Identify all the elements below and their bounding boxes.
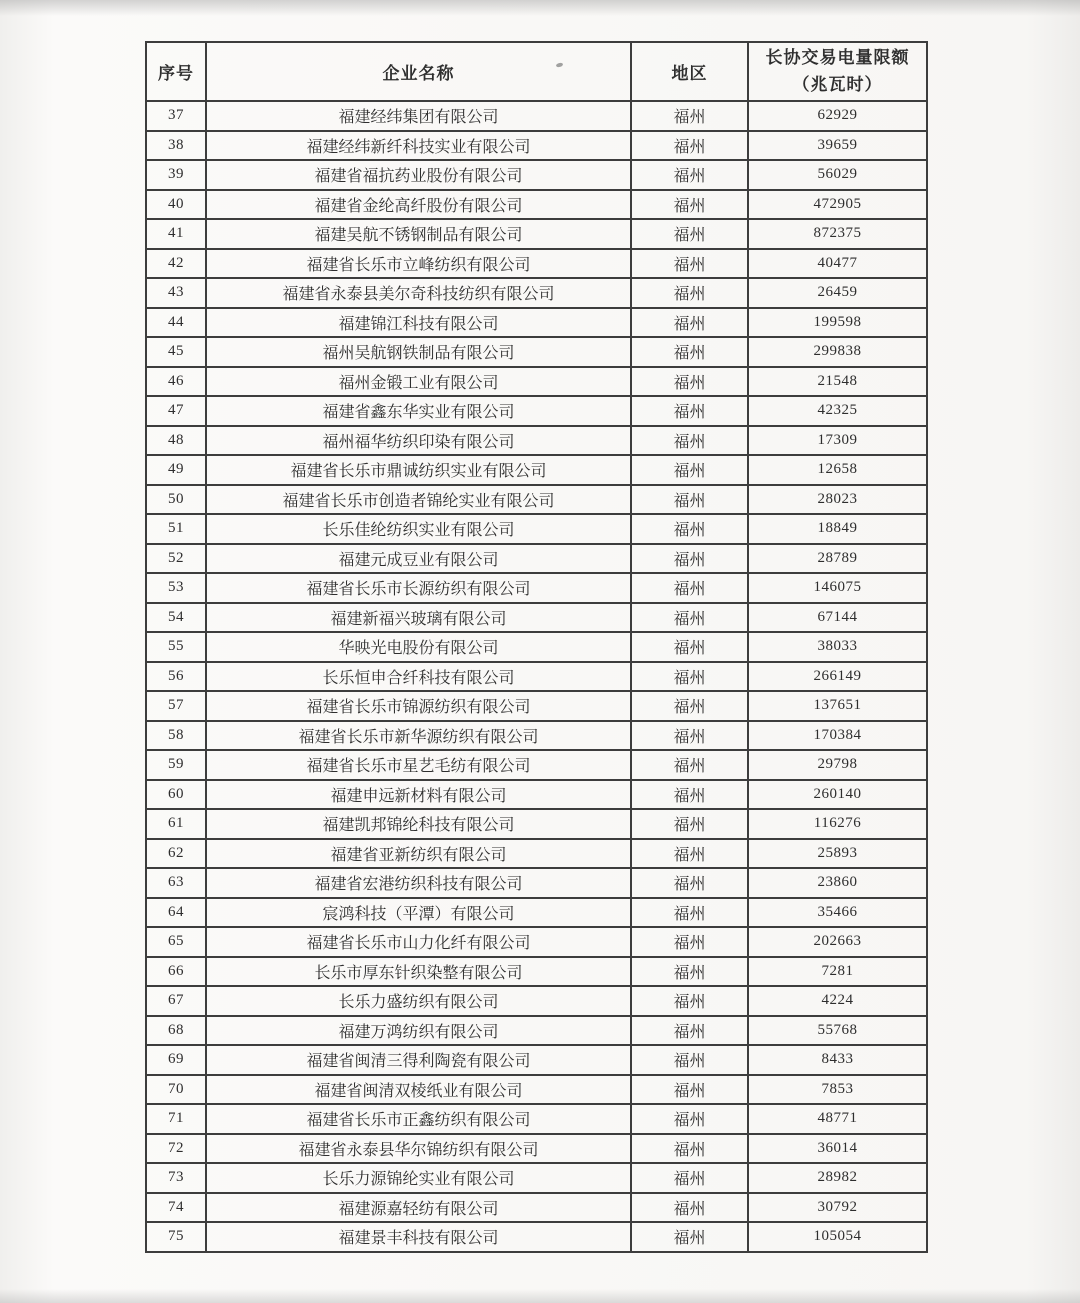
quota-cell: 21548 xyxy=(748,367,927,397)
region-cell: 福州 xyxy=(631,868,748,898)
company-name-cell: 福建省金纶高纤股份有限公司 xyxy=(206,190,631,220)
row-index-cell: 50 xyxy=(146,485,206,515)
company-name-cell: 福建经纬集团有限公司 xyxy=(206,101,631,131)
region-cell: 福州 xyxy=(631,898,748,928)
row-index-cell: 61 xyxy=(146,809,206,839)
row-index-cell: 67 xyxy=(146,986,206,1016)
company-name-cell: 华映光电股份有限公司 xyxy=(206,632,631,662)
table-row xyxy=(146,131,927,161)
quota-cell: 28982 xyxy=(748,1163,927,1193)
row-index-cell: 60 xyxy=(146,780,206,810)
region-cell: 福州 xyxy=(631,1163,748,1193)
row-index-cell: 71 xyxy=(146,1104,206,1134)
table-row xyxy=(146,809,927,839)
company-name-cell: 福建省长乐市新华源纺织有限公司 xyxy=(206,721,631,751)
quota-cell: 23860 xyxy=(748,868,927,898)
company-name-cell: 福建景丰科技有限公司 xyxy=(206,1222,631,1252)
region-cell: 福州 xyxy=(631,426,748,456)
table-row xyxy=(146,662,927,692)
company-name-cell: 福建经纬新纤科技实业有限公司 xyxy=(206,131,631,161)
quota-cell: 7853 xyxy=(748,1075,927,1105)
row-index-cell: 56 xyxy=(146,662,206,692)
row-index-cell: 55 xyxy=(146,632,206,662)
row-index-cell: 39 xyxy=(146,160,206,190)
table-row xyxy=(146,868,927,898)
table-row xyxy=(146,750,927,780)
company-name-cell: 长乐市厚东针织染整有限公司 xyxy=(206,957,631,987)
header-quota-line2: （兆瓦时） xyxy=(792,74,883,94)
row-index-cell: 69 xyxy=(146,1045,206,1075)
region-cell: 福州 xyxy=(631,367,748,397)
company-name-cell: 福建省长乐市鼎诚纺织实业有限公司 xyxy=(206,455,631,485)
region-cell: 福州 xyxy=(631,632,748,662)
company-name-cell: 福建省长乐市立峰纺织有限公司 xyxy=(206,249,631,279)
table-row xyxy=(146,1104,927,1134)
company-name-cell: 福建万鸿纺织有限公司 xyxy=(206,1016,631,1046)
region-cell: 福州 xyxy=(631,573,748,603)
quota-cell: 28789 xyxy=(748,544,927,574)
row-index-cell: 43 xyxy=(146,278,206,308)
table-row xyxy=(146,544,927,574)
quota-cell: 199598 xyxy=(748,308,927,338)
region-cell: 福州 xyxy=(631,514,748,544)
table-row xyxy=(146,1045,927,1075)
header-quota xyxy=(748,42,927,101)
region-cell: 福州 xyxy=(631,101,748,131)
quota-cell: 146075 xyxy=(748,573,927,603)
row-index-cell: 70 xyxy=(146,1075,206,1105)
row-index-cell: 65 xyxy=(146,927,206,957)
table-row xyxy=(146,278,927,308)
region-cell: 福州 xyxy=(631,986,748,1016)
row-index-cell: 42 xyxy=(146,249,206,279)
quota-cell: 7281 xyxy=(748,957,927,987)
region-cell: 福州 xyxy=(631,1193,748,1223)
row-index-cell: 37 xyxy=(146,101,206,131)
quota-cell: 137651 xyxy=(748,691,927,721)
quota-cell: 40477 xyxy=(748,249,927,279)
quota-cell: 67144 xyxy=(748,603,927,633)
region-cell: 福州 xyxy=(631,1045,748,1075)
quota-cell: 8433 xyxy=(748,1045,927,1075)
quota-cell: 28023 xyxy=(748,485,927,515)
region-cell: 福州 xyxy=(631,839,748,869)
region-cell: 福州 xyxy=(631,308,748,338)
company-name-cell: 福建凯邦锦纶科技有限公司 xyxy=(206,809,631,839)
header-row xyxy=(146,42,927,101)
company-name-cell: 福建省鑫东华实业有限公司 xyxy=(206,396,631,426)
company-name-cell: 福州福华纺织印染有限公司 xyxy=(206,426,631,456)
region-cell: 福州 xyxy=(631,1016,748,1046)
table-row xyxy=(146,455,927,485)
company-name-cell: 福建省宏港纺织科技有限公司 xyxy=(206,868,631,898)
quota-cell: 42325 xyxy=(748,396,927,426)
company-name-cell: 长乐佳纶纺织实业有限公司 xyxy=(206,514,631,544)
quota-cell: 35466 xyxy=(748,898,927,928)
table-row xyxy=(146,101,927,131)
quota-cell: 105054 xyxy=(748,1222,927,1252)
quota-cell: 62929 xyxy=(748,101,927,131)
row-index-cell: 53 xyxy=(146,573,206,603)
region-cell: 福州 xyxy=(631,190,748,220)
region-cell: 福州 xyxy=(631,691,748,721)
quota-cell: 266149 xyxy=(748,662,927,692)
table-row xyxy=(146,573,927,603)
header-region: 地区 xyxy=(631,42,748,101)
region-cell: 福州 xyxy=(631,662,748,692)
company-name-cell: 福建省福抗药业股份有限公司 xyxy=(206,160,631,190)
region-cell: 福州 xyxy=(631,780,748,810)
table-row xyxy=(146,219,927,249)
company-name-cell: 福州金锻工业有限公司 xyxy=(206,367,631,397)
company-name-cell: 长乐力源锦纶实业有限公司 xyxy=(206,1163,631,1193)
region-cell: 福州 xyxy=(631,219,748,249)
region-cell: 福州 xyxy=(631,957,748,987)
table-row xyxy=(146,426,927,456)
company-name-cell: 福建省长乐市长源纺织有限公司 xyxy=(206,573,631,603)
quota-cell: 18849 xyxy=(748,514,927,544)
table-row xyxy=(146,927,927,957)
quota-table xyxy=(145,41,928,1253)
region-cell: 福州 xyxy=(631,249,748,279)
company-name-cell: 福建省闽清三得利陶瓷有限公司 xyxy=(206,1045,631,1075)
row-index-cell: 64 xyxy=(146,898,206,928)
table-row xyxy=(146,514,927,544)
quota-cell: 29798 xyxy=(748,750,927,780)
quota-cell: 4224 xyxy=(748,986,927,1016)
company-name-cell: 福建省亚新纺织有限公司 xyxy=(206,839,631,869)
company-name-cell: 福建元成豆业有限公司 xyxy=(206,544,631,574)
table-row xyxy=(146,1193,927,1223)
company-name-cell: 福建吴航不锈钢制品有限公司 xyxy=(206,219,631,249)
company-name-cell: 福建省长乐市正鑫纺织有限公司 xyxy=(206,1104,631,1134)
region-cell: 福州 xyxy=(631,603,748,633)
company-name-cell: 福州吴航钢铁制品有限公司 xyxy=(206,337,631,367)
table-row xyxy=(146,603,927,633)
company-name-cell: 长乐恒申合纤科技有限公司 xyxy=(206,662,631,692)
table-row xyxy=(146,190,927,220)
region-cell: 福州 xyxy=(631,1075,748,1105)
quota-cell: 30792 xyxy=(748,1193,927,1223)
company-name-cell: 长乐力盛纺织有限公司 xyxy=(206,986,631,1016)
row-index-cell: 54 xyxy=(146,603,206,633)
company-name-cell: 福建新福兴玻璃有限公司 xyxy=(206,603,631,633)
table-row xyxy=(146,839,927,869)
table-row xyxy=(146,1016,927,1046)
row-index-cell: 44 xyxy=(146,308,206,338)
quota-cell: 202663 xyxy=(748,927,927,957)
region-cell: 福州 xyxy=(631,750,748,780)
row-index-cell: 72 xyxy=(146,1134,206,1164)
quota-cell: 36014 xyxy=(748,1134,927,1164)
row-index-cell: 73 xyxy=(146,1163,206,1193)
row-index-cell: 41 xyxy=(146,219,206,249)
table-row xyxy=(146,485,927,515)
table-row xyxy=(146,367,927,397)
table-row xyxy=(146,308,927,338)
region-cell: 福州 xyxy=(631,160,748,190)
company-name-cell: 福建省闽清双棱纸业有限公司 xyxy=(206,1075,631,1105)
table-row xyxy=(146,160,927,190)
row-index-cell: 58 xyxy=(146,721,206,751)
quota-cell: 48771 xyxy=(748,1104,927,1134)
company-name-cell: 福建省永泰县美尔奇科技纺织有限公司 xyxy=(206,278,631,308)
table-row xyxy=(146,1222,927,1252)
company-name-cell: 福建省长乐市山力化纤有限公司 xyxy=(206,927,631,957)
quota-cell: 38033 xyxy=(748,632,927,662)
table-row xyxy=(146,721,927,751)
region-cell: 福州 xyxy=(631,1104,748,1134)
region-cell: 福州 xyxy=(631,485,748,515)
quota-cell: 260140 xyxy=(748,780,927,810)
table-row xyxy=(146,396,927,426)
header-quota-line1: 长协交易电量限额 xyxy=(765,48,910,68)
row-index-cell: 68 xyxy=(146,1016,206,1046)
row-index-cell: 46 xyxy=(146,367,206,397)
quota-cell: 472905 xyxy=(748,190,927,220)
region-cell: 福州 xyxy=(631,721,748,751)
table-row xyxy=(146,957,927,987)
region-cell: 福州 xyxy=(631,278,748,308)
company-name-cell: 福建源嘉轻纺有限公司 xyxy=(206,1193,631,1223)
row-index-cell: 48 xyxy=(146,426,206,456)
table-row xyxy=(146,691,927,721)
row-index-cell: 40 xyxy=(146,190,206,220)
quota-cell: 12658 xyxy=(748,455,927,485)
quota-cell: 56029 xyxy=(748,160,927,190)
company-name-cell: 福建省永泰县华尔锦纺织有限公司 xyxy=(206,1134,631,1164)
row-index-cell: 49 xyxy=(146,455,206,485)
quota-cell: 26459 xyxy=(748,278,927,308)
company-name-cell: 福建省长乐市锦源纺织有限公司 xyxy=(206,691,631,721)
header-index: 序号 xyxy=(146,42,206,101)
quota-cell: 55768 xyxy=(748,1016,927,1046)
row-index-cell: 63 xyxy=(146,868,206,898)
quota-cell: 25893 xyxy=(748,839,927,869)
row-index-cell: 74 xyxy=(146,1193,206,1223)
quota-cell: 17309 xyxy=(748,426,927,456)
region-cell: 福州 xyxy=(631,337,748,367)
table-row xyxy=(146,986,927,1016)
row-index-cell: 51 xyxy=(146,514,206,544)
region-cell: 福州 xyxy=(631,1134,748,1164)
company-name-cell: 福建锦江科技有限公司 xyxy=(206,308,631,338)
company-name-cell: 福建省长乐市创造者锦纶实业有限公司 xyxy=(206,485,631,515)
row-index-cell: 66 xyxy=(146,957,206,987)
region-cell: 福州 xyxy=(631,927,748,957)
row-index-cell: 38 xyxy=(146,131,206,161)
table-row xyxy=(146,1075,927,1105)
table-body xyxy=(146,101,927,1252)
region-cell: 福州 xyxy=(631,131,748,161)
row-index-cell: 57 xyxy=(146,691,206,721)
table-row xyxy=(146,1134,927,1164)
quota-cell: 39659 xyxy=(748,131,927,161)
quota-cell: 170384 xyxy=(748,721,927,751)
table-row xyxy=(146,249,927,279)
quota-cell: 299838 xyxy=(748,337,927,367)
row-index-cell: 47 xyxy=(146,396,206,426)
table-row xyxy=(146,632,927,662)
row-index-cell: 52 xyxy=(146,544,206,574)
region-cell: 福州 xyxy=(631,396,748,426)
table-row xyxy=(146,780,927,810)
region-cell: 福州 xyxy=(631,1222,748,1252)
row-index-cell: 59 xyxy=(146,750,206,780)
company-name-cell: 福建申远新材料有限公司 xyxy=(206,780,631,810)
row-index-cell: 45 xyxy=(146,337,206,367)
table-row xyxy=(146,337,927,367)
header-company: 企业名称 xyxy=(206,42,631,101)
table-row xyxy=(146,1163,927,1193)
table-row xyxy=(146,898,927,928)
region-cell: 福州 xyxy=(631,455,748,485)
region-cell: 福州 xyxy=(631,809,748,839)
company-name-cell: 宸鸿科技（平潭）有限公司 xyxy=(206,898,631,928)
row-index-cell: 75 xyxy=(146,1222,206,1252)
region-cell: 福州 xyxy=(631,544,748,574)
quota-cell: 116276 xyxy=(748,809,927,839)
row-index-cell: 62 xyxy=(146,839,206,869)
company-name-cell: 福建省长乐市星艺毛纺有限公司 xyxy=(206,750,631,780)
quota-cell: 872375 xyxy=(748,219,927,249)
